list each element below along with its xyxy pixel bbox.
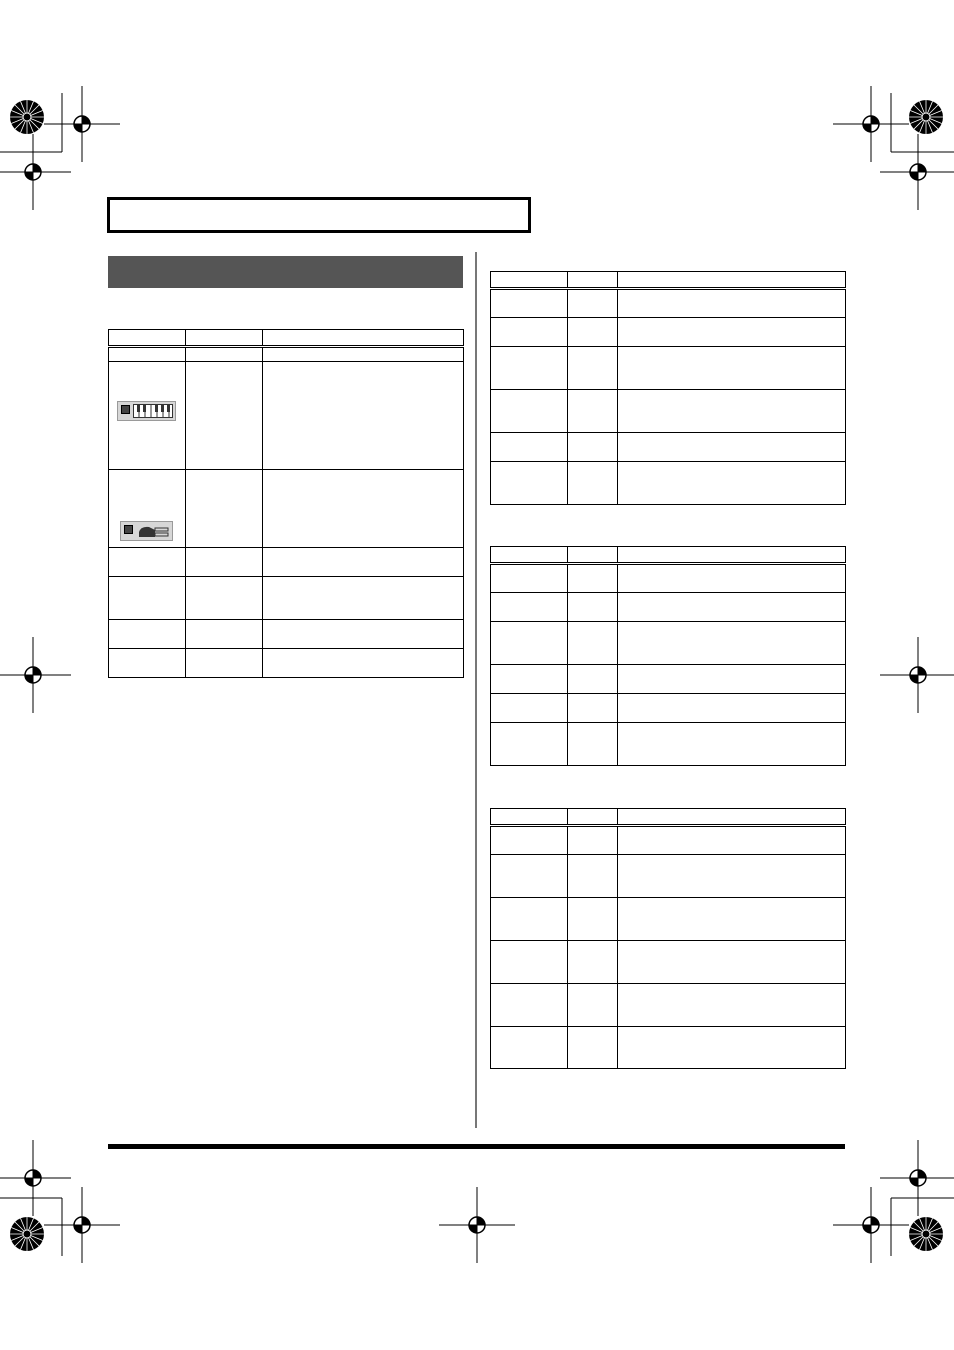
table-cell: [491, 694, 568, 723]
parameter-table-right-bottom: [490, 808, 846, 1069]
table-cell: [109, 548, 186, 577]
indicator-square-icon: [121, 405, 130, 414]
table-cell: [568, 433, 618, 462]
table-header-row: [491, 272, 846, 289]
table-cell: [568, 564, 618, 593]
table-row: [491, 694, 846, 723]
indicator-square-icon: [124, 525, 133, 534]
footer-rule: [108, 1144, 845, 1149]
table-cell: [618, 390, 846, 433]
table-row: [109, 577, 464, 620]
table-cell: [568, 665, 618, 694]
table-cell: [263, 577, 464, 620]
table-cell: [491, 347, 568, 390]
table-cell: [491, 898, 568, 941]
table-cell: [491, 289, 568, 318]
table-row: [491, 347, 846, 390]
table-cell: [491, 622, 568, 665]
table-cell: [618, 347, 846, 390]
header-cell: [109, 330, 186, 347]
table-cell: [186, 362, 263, 470]
table-cell: [618, 855, 846, 898]
table-cell: [618, 898, 846, 941]
table-cell: [568, 593, 618, 622]
table-cell: [491, 984, 568, 1027]
table-cell: [618, 826, 846, 855]
parameter-table-right-middle: [490, 546, 846, 766]
table-cell: [568, 347, 618, 390]
foot-pedal-icon: [120, 521, 173, 541]
table-cell: [109, 649, 186, 678]
keyboard-icon: [117, 401, 176, 421]
table-cell: [568, 826, 618, 855]
table-cell: [491, 941, 568, 984]
table-cell: [568, 390, 618, 433]
table-cell: [568, 318, 618, 347]
table-cell: [263, 470, 464, 548]
table-cell: [491, 826, 568, 855]
table-cell: [491, 723, 568, 766]
header-cell: [491, 272, 568, 289]
table-cell: [263, 649, 464, 678]
table-cell: [186, 548, 263, 577]
table-row: [491, 898, 846, 941]
table-row: [491, 984, 846, 1027]
table-cell: [491, 390, 568, 433]
table-cell: [491, 462, 568, 505]
table-cell: [618, 665, 846, 694]
header-cell: [618, 809, 846, 826]
header-cell: [568, 809, 618, 826]
table-cell: [568, 1027, 618, 1069]
table-cell: [186, 620, 263, 649]
header-cell: [618, 272, 846, 289]
table-cell: [263, 548, 464, 577]
table-cell: [618, 941, 846, 984]
table-cell: [618, 694, 846, 723]
table-cell: [618, 462, 846, 505]
table-cell: [618, 564, 846, 593]
table-cell: [568, 855, 618, 898]
table-row: [491, 665, 846, 694]
table-cell: [491, 1027, 568, 1069]
table-cell: [109, 620, 186, 649]
table-cell: [186, 577, 263, 620]
table-row: [491, 1027, 846, 1069]
table-cell: [568, 462, 618, 505]
table-cell: [263, 620, 464, 649]
table-cell: [491, 433, 568, 462]
table-row: [491, 941, 846, 984]
table-row: [491, 855, 846, 898]
table-cell: [618, 1027, 846, 1069]
header-cell: [568, 547, 618, 564]
table-header-row: [109, 330, 464, 347]
table-cell: [568, 723, 618, 766]
header-cell: [568, 272, 618, 289]
table-cell: [618, 593, 846, 622]
table-cell: [618, 318, 846, 347]
table-row: [491, 289, 846, 318]
table-row: [109, 620, 464, 649]
pedal-shape-icon: [137, 524, 171, 538]
header-cell: [186, 330, 263, 347]
table-row: [491, 433, 846, 462]
table-cell: [109, 577, 186, 620]
table-cell: [263, 347, 464, 362]
table-header-row: [491, 809, 846, 826]
table-row: [491, 622, 846, 665]
table-cell: [186, 649, 263, 678]
header-cell: [263, 330, 464, 347]
table-cell: [568, 984, 618, 1027]
table-row: [491, 564, 846, 593]
table-row: [109, 548, 464, 577]
table-cell: [568, 898, 618, 941]
table-row: [491, 723, 846, 766]
table-row: [491, 318, 846, 347]
table-cell: [186, 347, 263, 362]
table-cell: [568, 289, 618, 318]
parameter-table-right-top: [490, 271, 846, 505]
table-cell: [109, 347, 186, 362]
header-title-box: [107, 197, 531, 233]
header-cell: [491, 547, 568, 564]
column-divider: [475, 252, 477, 1128]
header-cell: [618, 547, 846, 564]
table-cell: [568, 941, 618, 984]
table-row: [491, 593, 846, 622]
parameter-table-left: [108, 329, 464, 678]
table-cell: [618, 289, 846, 318]
table-row: [109, 347, 464, 362]
table-cell: [568, 694, 618, 723]
table-header-row: [491, 547, 846, 564]
table-cell: [618, 723, 846, 766]
table-cell: [491, 564, 568, 593]
table-cell: [263, 362, 464, 470]
table-cell: [491, 593, 568, 622]
table-row: [491, 390, 846, 433]
table-cell: [491, 855, 568, 898]
header-cell: [491, 809, 568, 826]
table-cell: [568, 622, 618, 665]
keyboard-keys-icon: [133, 404, 173, 418]
section-title-band: [108, 256, 463, 288]
table-row: [491, 462, 846, 505]
table-cell: [618, 622, 846, 665]
table-cell: [618, 433, 846, 462]
table-cell: [491, 665, 568, 694]
table-row: [109, 649, 464, 678]
table-row: [491, 826, 846, 855]
table-cell: [618, 984, 846, 1027]
table-cell: [491, 318, 568, 347]
table-cell: [186, 470, 263, 548]
